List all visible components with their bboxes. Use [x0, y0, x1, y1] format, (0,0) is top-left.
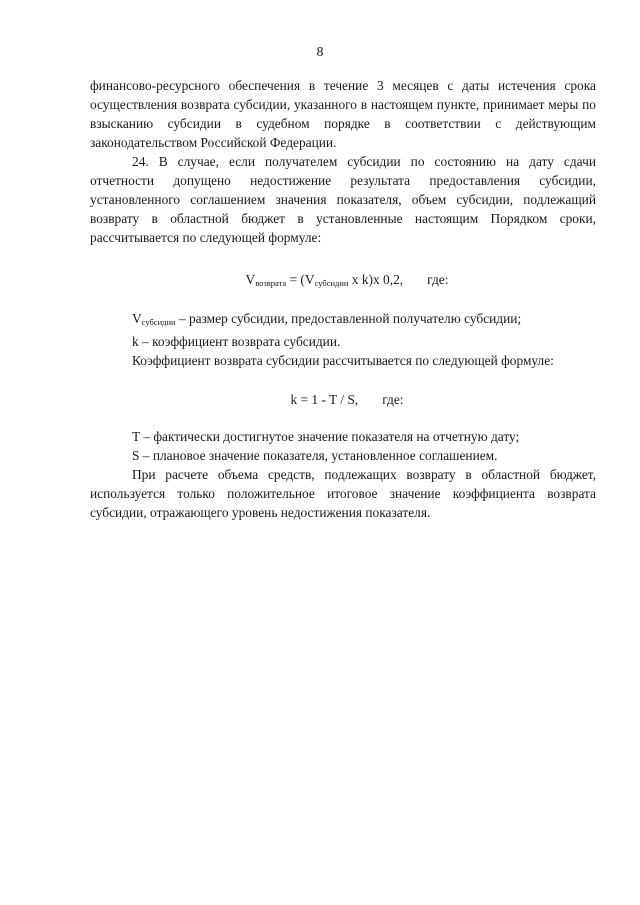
definition-t: T – фактически достигнутое значение показателя на отчетную дату; — [132, 429, 520, 444]
document-body — [90, 76, 596, 522]
definition-k: k – коэффициент возврата субсидии. — [132, 334, 341, 349]
formula-v: V — [245, 272, 256, 287]
formula-where: где: — [427, 272, 449, 287]
formula-coefficient-expr: k = 1 - T / S, — [290, 392, 359, 407]
formula-open: = (V — [286, 272, 315, 287]
formula-coefficient — [90, 390, 596, 409]
definition-v-text: – размер субсидии, предоставленной получателю субсидии; — [175, 311, 522, 326]
definition-v-subsidy — [90, 309, 596, 332]
definition-v-subscript: субсидии — [141, 317, 176, 327]
definition-s: S – плановое значение показателя, установленное соглашением. — [132, 448, 498, 463]
paragraph-final: При расчете объема средств, подлежащих возврату в областной бюджет, используется только положительное итоговое значение коэффициента возврата субсидии, отражающего уровень недостижения показателя. — [90, 467, 596, 520]
paragraph-continuation: финансово-ресурсного обеспечения в течение 3 месяцев с даты истечения срока осуществления возврата субсидии, указанного в настоящем пункте, принимает меры по взысканию субсидии в судебном порядке в соответствии с действующим законодательством Российской Федерации. — [90, 78, 596, 150]
formula-rest: x k)x 0,2, — [348, 272, 404, 287]
formula-return-volume — [90, 270, 596, 293]
page-number: 8 — [316, 45, 324, 60]
formula-coefficient-where: где: — [382, 392, 404, 407]
paragraph-coefficient-intro: Коэффициент возврата субсидии рассчитывается по следующей формуле: — [132, 353, 554, 368]
paragraph-24: 24. В случае, если получателем субсидии по состоянию на дату сдачи отчетности допущено недостижение результата предоставления субсидии, установленного соглашением значения показателя, объем субсидии, подлежащий возврату в областной бюджет в установленные настоящим Порядком сроки, рассчитывается по следующей формуле: — [90, 154, 596, 245]
formula-inner-subscript: субсидии — [314, 278, 349, 288]
definition-v-symbol: V — [132, 311, 142, 326]
formula-v-subscript: возврата — [255, 278, 287, 288]
